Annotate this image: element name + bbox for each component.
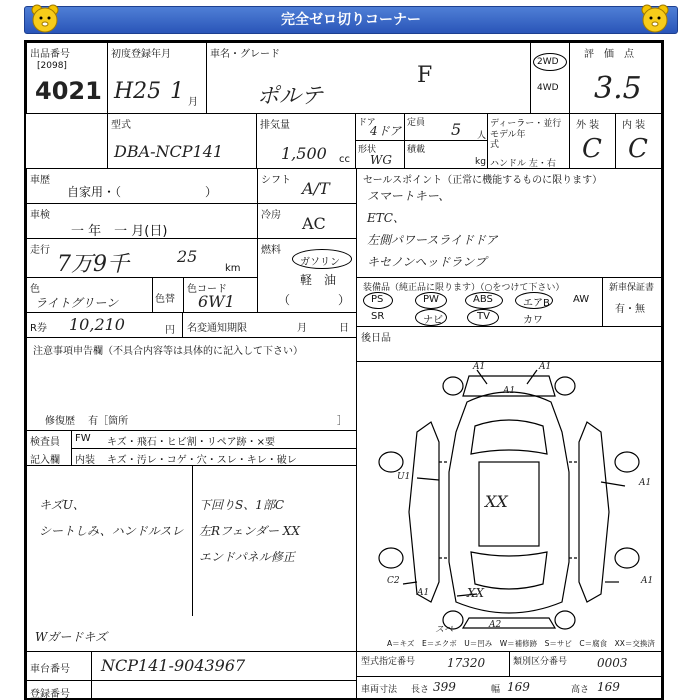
shift-cell bbox=[257, 168, 357, 204]
warranty-value: 有・無 bbox=[615, 304, 645, 315]
equip-navi: ナビ bbox=[423, 315, 443, 326]
registration-cell bbox=[26, 680, 357, 700]
remark-left: キズU、 bbox=[39, 498, 85, 512]
inspector-cell bbox=[26, 430, 357, 466]
rating-cell bbox=[569, 42, 662, 114]
ac-value: AC bbox=[302, 214, 326, 233]
sales-line: キセノンヘッドランプ bbox=[367, 255, 487, 269]
lot-number: 4021 bbox=[35, 77, 102, 105]
height-value: 169 bbox=[597, 680, 620, 694]
equip-abs: ABS bbox=[473, 294, 493, 305]
remark-right: エンドパネル修正 bbox=[199, 550, 295, 564]
dealer-cell bbox=[487, 113, 570, 169]
mileage-value: 7万9千 bbox=[57, 252, 129, 277]
shape-label: 形状 bbox=[358, 145, 377, 155]
damage-label: A1 bbox=[417, 588, 430, 598]
first-reg-label: 初度登録年月 bbox=[111, 49, 171, 60]
grade: F bbox=[417, 63, 433, 88]
usage-value: 自家用・（ ） bbox=[67, 185, 218, 199]
usage-label: 車歴 bbox=[30, 175, 50, 186]
lot-number-cell bbox=[26, 42, 108, 114]
remark-right: 左Rフェンダー XX bbox=[199, 524, 300, 538]
km-unit: km bbox=[225, 263, 241, 274]
inspection-cell bbox=[26, 203, 258, 239]
color-code-value: 6W1 bbox=[198, 292, 235, 311]
inspector-label: 検査員 bbox=[30, 437, 60, 448]
first-reg-era: H25 bbox=[114, 79, 162, 104]
notes-label: 注意事項申告欄（不具合内容等は具体的に記入して下さい） bbox=[33, 346, 303, 357]
handle-label: ハンドル 左・右 bbox=[490, 159, 556, 169]
width-value: 169 bbox=[507, 680, 530, 694]
model-cell bbox=[107, 113, 257, 169]
model-label: 型式 bbox=[111, 120, 131, 131]
name-change-month: 月 bbox=[297, 323, 307, 334]
fuel-diesel: 軽 油 bbox=[300, 273, 337, 287]
dims-label: 車両寸法 bbox=[361, 685, 398, 695]
sales-line: ETC、 bbox=[367, 211, 405, 225]
damage-label: U1 bbox=[397, 472, 411, 482]
notes-cell bbox=[26, 337, 357, 431]
fuel-label: 燃料 bbox=[261, 245, 281, 256]
exterior-grade: C bbox=[582, 134, 602, 164]
car-diagram-cell bbox=[356, 361, 662, 652]
interior-grade: C bbox=[628, 134, 648, 164]
fuel-cell: 燃料 ガソリン 軽 油 （ ） bbox=[257, 238, 357, 313]
capacity-cell bbox=[404, 113, 488, 141]
interior-items: キズ・汚レ・コゲ・穴・スレ・キレ・破レ bbox=[107, 455, 297, 466]
rating-value: 3.5 bbox=[594, 71, 642, 106]
capacity-value: 5 bbox=[451, 120, 462, 139]
color-code-cell bbox=[183, 277, 258, 313]
mileage-cell bbox=[26, 238, 258, 278]
remark-bottom: Wガードキズ bbox=[35, 630, 108, 644]
fuel-gas: ガソリン bbox=[300, 257, 340, 268]
equipment-cell bbox=[356, 277, 662, 327]
header-banner: 完全ゼロ切りコーナー bbox=[24, 6, 678, 34]
first-reg-month: 1 bbox=[170, 79, 184, 104]
damage-label: A1 bbox=[639, 478, 652, 488]
rear-items-label: 後日品 bbox=[361, 333, 391, 344]
damage-label: XX bbox=[467, 586, 485, 600]
length-value: 399 bbox=[433, 680, 456, 694]
equip-circle bbox=[465, 292, 503, 309]
mileage-extra: 25 bbox=[177, 247, 198, 266]
length-label: 長さ bbox=[411, 685, 430, 695]
equip-circle bbox=[415, 309, 447, 326]
height-label: 高さ bbox=[571, 685, 590, 695]
equip-circle bbox=[415, 292, 447, 309]
bear-mascot-icon bbox=[638, 2, 672, 36]
car-name: ポルテ bbox=[257, 84, 324, 109]
rating-label: 評 価 点 bbox=[584, 49, 634, 60]
rear-items-cell bbox=[356, 326, 662, 362]
damage-label: A1 bbox=[539, 362, 552, 372]
color-change-cell bbox=[152, 277, 184, 313]
equip-airbag: エアB bbox=[523, 298, 550, 309]
class-number: 0003 bbox=[597, 656, 628, 670]
remark-left: シートしみ、ハンドルスレ bbox=[39, 524, 184, 538]
sales-points-cell bbox=[356, 168, 662, 278]
name-change-day: 日 bbox=[339, 323, 349, 334]
sales-line: スマートキー、 bbox=[367, 189, 451, 203]
fuel-circle bbox=[292, 249, 352, 269]
equip-circle bbox=[467, 309, 499, 326]
equip-aw: AW bbox=[573, 294, 590, 305]
lot-sub: [2098] bbox=[37, 61, 67, 71]
sales-title: セールスポイント（正常に機能するものに限ります） bbox=[363, 175, 603, 186]
diagram-legend: A＝キズ E＝エクボ U＝凹み W＝補修跡 S＝サビ C＝腐食 XX＝交換済 bbox=[387, 639, 655, 648]
doors-cell bbox=[355, 113, 405, 141]
interior-cell bbox=[615, 113, 662, 169]
damage-label: XX bbox=[485, 492, 508, 511]
damage-label: A1 bbox=[473, 362, 486, 372]
equipment-title: 装備品（純正品に限ります）（○をつけて下さい） bbox=[363, 283, 565, 293]
drive-4wd: 4WD bbox=[537, 83, 559, 93]
entry-label: 記入欄 bbox=[30, 455, 60, 466]
reg-label: 登録番号 bbox=[30, 689, 70, 700]
capacity-unit: 人 bbox=[477, 131, 487, 141]
kg-unit: kg bbox=[475, 157, 486, 167]
auction-sheet bbox=[24, 40, 664, 700]
chassis-cell bbox=[26, 651, 357, 681]
cc-unit: cc bbox=[339, 154, 350, 165]
sales-line: 左側パワースライドドア bbox=[367, 233, 498, 247]
shift-label: シフト bbox=[261, 175, 291, 186]
model-year-label: モデル年式 bbox=[490, 130, 526, 150]
color-cell bbox=[26, 277, 153, 313]
first-registration-cell bbox=[107, 42, 207, 114]
month-unit: 月 bbox=[188, 97, 198, 108]
type-number: 17320 bbox=[447, 656, 486, 670]
interior-label: 内 装 bbox=[622, 120, 646, 131]
usage-cell bbox=[26, 168, 258, 204]
repair-close: ］ bbox=[337, 416, 347, 427]
recycle-label: R券 bbox=[30, 323, 47, 334]
model-value: DBA-NCP141 bbox=[114, 142, 224, 161]
interior-key-label: 内装 bbox=[75, 455, 95, 466]
damage-label: A2 bbox=[489, 620, 502, 630]
inspection-value: 一 年 一 月(日) bbox=[71, 224, 168, 239]
doors-label: ドア bbox=[358, 118, 376, 128]
fw-label: FW bbox=[75, 433, 91, 444]
remark-right: 下回りS、1部C bbox=[199, 498, 285, 512]
equip-circle bbox=[363, 292, 393, 309]
repair-label: 修復歴 有［箇所 bbox=[45, 416, 129, 427]
recycle-value: 10,210 bbox=[69, 315, 125, 334]
load-cell bbox=[404, 140, 488, 169]
damage-label: A1 bbox=[503, 386, 516, 396]
damage-label: C2 bbox=[387, 576, 400, 586]
remarks-cell bbox=[26, 465, 357, 652]
equip-pw: PW bbox=[423, 294, 439, 305]
drive-circle bbox=[533, 53, 567, 71]
equip-ps: PS bbox=[371, 294, 384, 305]
exterior-label: 外 装 bbox=[576, 120, 600, 131]
recycle-cell bbox=[26, 312, 183, 338]
chassis-value: NCP141-9043967 bbox=[101, 656, 246, 675]
damage-label: A1 bbox=[641, 576, 654, 586]
shape-value: WG bbox=[370, 153, 392, 167]
color-code-label: 色コード bbox=[187, 284, 227, 295]
lot-label: 出品番号 bbox=[30, 49, 70, 60]
name-change-cell bbox=[182, 312, 357, 338]
spec-cell bbox=[356, 651, 662, 700]
equip-circle bbox=[515, 292, 553, 309]
equip-sr: SR bbox=[371, 311, 385, 322]
name-change-label: 名変通知期限 bbox=[187, 323, 247, 334]
type-label: 型式指定番号 bbox=[361, 657, 416, 667]
car-name-cell bbox=[206, 42, 531, 114]
bear-mascot-icon bbox=[28, 2, 62, 36]
warranty-label: 新車保証書 bbox=[609, 283, 655, 293]
drive-2wd: 2WD bbox=[537, 57, 559, 67]
doors-value: 4ドア bbox=[370, 124, 402, 138]
exterior-cell bbox=[569, 113, 616, 169]
capacity-label: 定員 bbox=[407, 118, 426, 128]
mileage-label: 走行 bbox=[30, 245, 50, 256]
carname-label: 車名・グレード bbox=[210, 49, 280, 60]
color-value: ライトグリーン bbox=[35, 296, 119, 310]
damage-label: スペ bbox=[435, 625, 454, 635]
width-label: 幅 bbox=[491, 685, 501, 695]
class-label: 類別区分番号 bbox=[513, 657, 568, 667]
equip-tv: TV bbox=[477, 311, 490, 322]
color-label: 色 bbox=[30, 284, 40, 295]
chassis-label: 車台番号 bbox=[30, 664, 70, 675]
ac-label: 冷房 bbox=[261, 210, 281, 221]
displacement-cell bbox=[256, 113, 356, 169]
displacement-label: 排気量 bbox=[260, 120, 290, 131]
shift-value: A/T bbox=[302, 179, 330, 198]
load-label: 積載 bbox=[407, 145, 426, 155]
recycle-unit: 円 bbox=[165, 325, 175, 336]
color-change-label: 色替 bbox=[155, 294, 175, 305]
displacement-value: 1,500 bbox=[281, 144, 327, 163]
drive-cell bbox=[530, 42, 570, 114]
shape-cell bbox=[355, 140, 405, 169]
car-diagram bbox=[357, 362, 661, 632]
dealer-label: ディーラー・並行 bbox=[490, 119, 562, 129]
equip-leather: カワ bbox=[523, 315, 543, 326]
inspection-label: 車検 bbox=[30, 210, 50, 221]
ac-cell bbox=[257, 203, 357, 239]
fw-items: キズ・飛石・ヒビ割・リペア跡・×要 bbox=[107, 437, 275, 448]
